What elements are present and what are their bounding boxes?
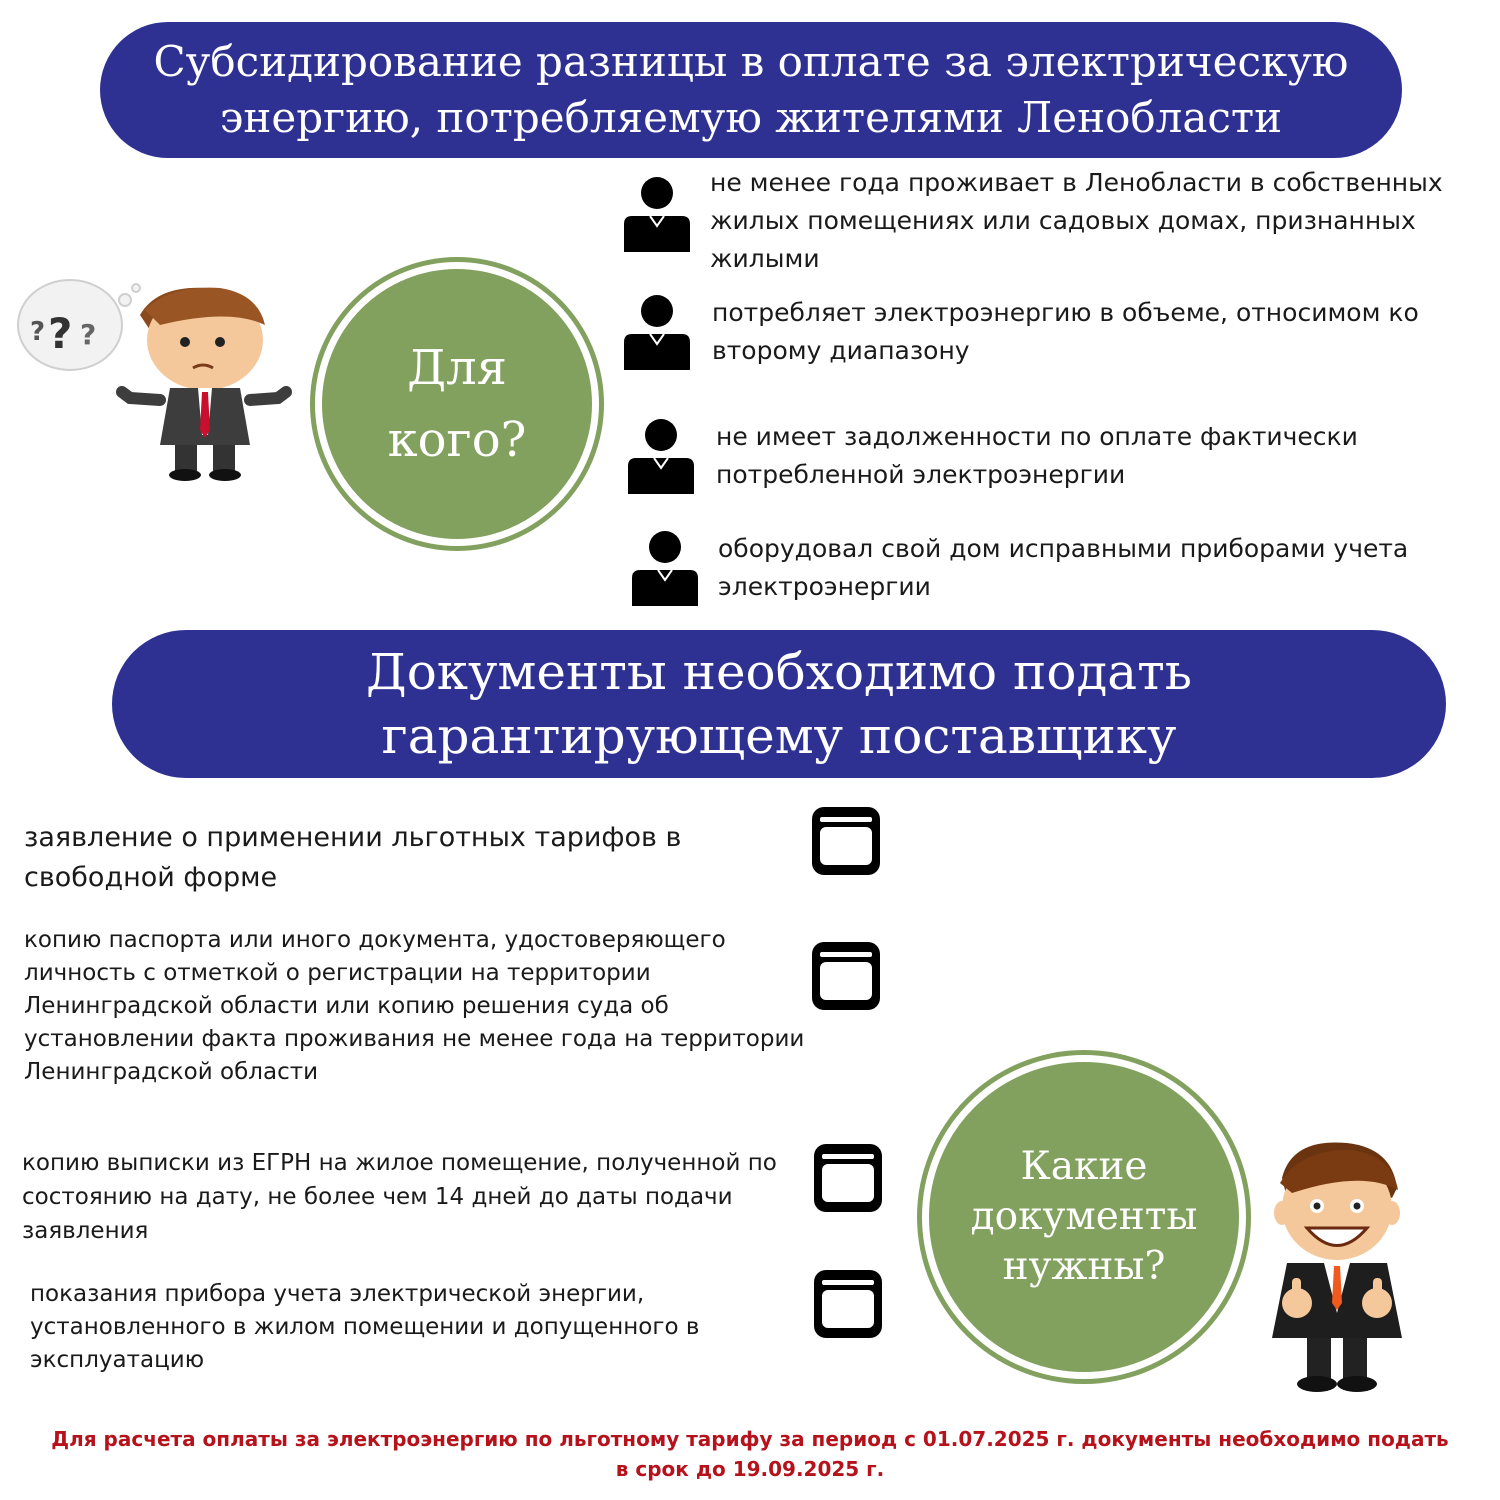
documents-circle-line-1: Какие: [1020, 1144, 1148, 1189]
who-item: [624, 294, 1474, 370]
person-icon: [632, 530, 698, 606]
deadline-note-line-2: в срок до 19.09.2025 г.: [615, 1457, 885, 1481]
who-item-text: оборудовал свой дом исправными приборами учета электроэнергии: [718, 534, 1409, 601]
documents-circle: [922, 1055, 1246, 1379]
who-item-text: не имеет задолженности по оплате фактически потребленной электроэнергии: [716, 422, 1358, 489]
documents-circle-line-2: документы: [970, 1194, 1198, 1239]
who-item-text: не менее года проживает в Ленобласти в собственных жилых помещениях или садовых домах, признанных жилыми: [710, 168, 1443, 273]
title-line-1: Субсидирование разницы в оплате за электрическую: [153, 37, 1349, 86]
who-item: [632, 530, 1482, 606]
document-item-text: заявление о применении льготных тарифов в свободной форме: [24, 822, 682, 893]
who-item: [628, 418, 1478, 494]
document-item-text: копию выписки из ЕГРН на жилое помещение, полученной по состоянию на дату, не более чем 14 дней до даты подачи заявления: [22, 1150, 777, 1244]
documents-circle-line-3: нужны?: [1002, 1244, 1166, 1289]
documents-banner: [112, 630, 1446, 778]
documents-banner-line-1: Документы необходимо подать: [366, 643, 1192, 701]
deadline-note-line-1: Для расчета оплаты за электроэнергию по льготному тарифу за период с 01.07.2025 г. документы необходимо подать: [51, 1427, 1449, 1451]
folder-icon: [810, 1140, 886, 1216]
folder-icon: [808, 938, 884, 1014]
who-circle-line-1: Для: [407, 340, 507, 396]
person-icon: [624, 294, 690, 370]
who-circle-line-2: кого?: [387, 412, 527, 468]
person-icon: [628, 418, 694, 494]
svg-text:?: ?: [48, 309, 73, 358]
deadline-note: [20, 1424, 1480, 1484]
folder-icon: [808, 803, 884, 879]
documents-banner-line-2: гарантирующему поставщику: [381, 707, 1177, 765]
title-line-2: энергию, потребляемую жителями Ленобласти: [219, 93, 1283, 142]
folder-icon: [810, 1266, 886, 1342]
confused-man-illustration: [10, 270, 310, 485]
document-item-text: копию паспорта или иного документа, удостоверяющего личность с отметкой о регистрации на территории Ленинградской области или копию решения суда об установлении факта проживания не менее года на территории Ленинградской области: [24, 927, 805, 1085]
svg-text:?: ?: [80, 318, 97, 351]
person-icon: [624, 176, 690, 252]
document-item-text: показания прибора учета электрической энергии, установленного в жилом помещении и допущенного в эксплуатацию: [30, 1281, 700, 1373]
who-item-text: потребляет электроэнергию в объеме, относимом ко второму диапазону: [712, 298, 1419, 365]
happy-man-illustration: [1252, 1138, 1422, 1396]
title-banner: [100, 22, 1402, 158]
svg-text:?: ?: [30, 317, 46, 347]
who-circle: [315, 262, 599, 546]
who-item: [624, 164, 1474, 278]
